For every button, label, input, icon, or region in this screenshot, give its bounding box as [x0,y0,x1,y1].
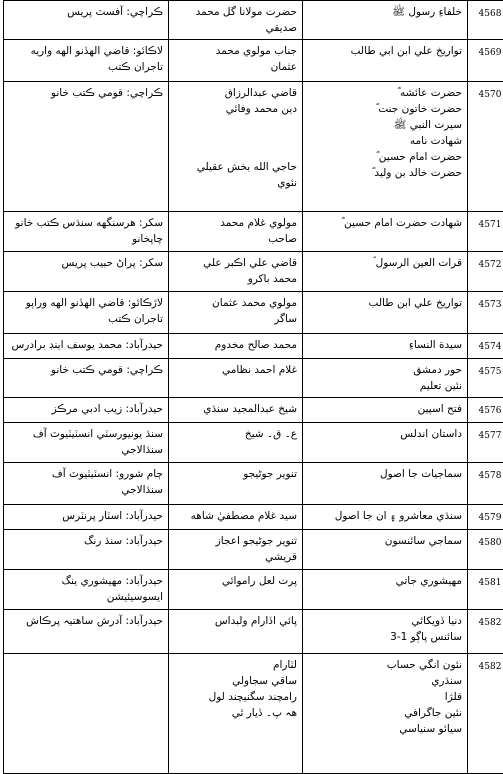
publisher-cell-line: حيدرآباد: مهيشوري ينگ [9,573,163,589]
author-cell-line: غلام احمد نظامي [174,362,297,378]
author-cell-line: محمد باکرو [174,271,297,287]
catalog-row [4,1,503,40]
publisher-cell-line: تاجران ڪتب [9,59,163,75]
author-cell-line: عثمان [174,59,297,75]
title-cell [303,463,468,505]
catalog-rows [4,1,503,774]
title-cell-line: نئين جاگرافي [308,705,462,721]
serial-number-cell: 4571 [468,212,503,252]
title-cell-line: داستان اندلس [308,426,462,442]
catalog-row [4,505,503,530]
title-cell-line: سيدة النساءِ [308,337,462,353]
title-cell-line: حضرت خاتون جنت ؓ [308,101,462,117]
serial-number-cell: 4582 [468,654,503,774]
title-cell-line: سماجيات جا اصول [308,466,462,482]
author-cell [169,212,303,252]
title-cell [303,292,468,334]
title-cell [303,1,468,40]
publisher-cell-line: تاجران ڪتب [9,311,163,327]
catalog-row [4,610,503,654]
publisher-cell-line: ڪراچي: آفسٽ پريس [9,4,163,20]
blank-line [174,145,297,159]
publisher-cell [4,423,169,463]
author-cell-line: ساقي سجاولي [174,673,297,689]
catalog-row [4,463,503,505]
title-cell [303,82,468,212]
title-cell-line: سنڌي معاشرو ۽ ان جا اصول [308,508,462,524]
author-cell-line: قاضي عبدالرزاق [174,85,297,101]
catalog-row [4,423,503,463]
catalog-row [4,292,503,334]
blank-line [174,117,297,131]
author-cell [169,463,303,505]
publisher-cell-line: سنڌالاجي [9,442,163,458]
title-cell-line: تواريخ علي ابن طالب [308,295,462,311]
publisher-cell [4,252,169,292]
serial-number-cell: 4578 [468,463,503,505]
author-cell-line: پرت لعل راموائي [174,573,297,589]
serial-number-cell: 4572 [468,252,503,292]
title-cell [303,505,468,530]
publisher-cell [4,398,169,423]
title-cell [303,212,468,252]
author-cell [169,423,303,463]
serial-number-cell: 4575 [468,359,503,398]
serial-number-cell: 4570 [468,82,503,212]
serial-number-cell: 4580 [468,530,503,570]
author-cell-line: دين محمد وفائي [174,101,297,117]
publisher-cell [4,463,169,505]
publisher-cell-line: ڄام شورو: انسٽيٽيوٽ آف [9,466,163,482]
title-cell-line: خلفاءِ رسول ﷺ [308,4,462,20]
author-cell [169,359,303,398]
author-cell [169,505,303,530]
author-cell-line: ع۔ ق۔ شيخ [174,426,297,442]
serial-number-cell: 4574 [468,334,503,359]
publisher-cell-line: سکر: هرسنگهه سنڌس ڪتب خانو [9,215,163,231]
author-cell-line: حضرت مولانا گل محمد [174,4,297,20]
author-cell [169,1,303,40]
author-cell [169,292,303,334]
title-cell [303,570,468,610]
publisher-cell [4,292,169,334]
author-cell [169,334,303,359]
serial-number-cell: 4573 [468,292,503,334]
title-cell-line: سيائو سنياسي [308,721,462,737]
author-cell-line: صاحب [174,231,297,247]
catalog-row [4,334,503,359]
publisher-cell [4,570,169,610]
author-cell [169,610,303,654]
title-cell [303,398,468,423]
author-cell-line: ساگر [174,311,297,327]
blank-line [174,131,297,145]
title-cell-line: حضرت امام حسين ؓ [308,149,462,165]
serial-number-cell: 4569 [468,40,503,82]
author-cell-line: سيد غلام مصطفيٰ شاهه [174,508,297,524]
publisher-cell [4,1,169,40]
title-cell [303,334,468,359]
title-cell-line: قلژا [308,689,462,705]
publisher-cell [4,610,169,654]
catalog-row [4,570,503,610]
publisher-cell [4,334,169,359]
title-cell-line: فتح اسپين [308,401,462,417]
serial-number-cell: 4581 [468,570,503,610]
publisher-cell [4,40,169,82]
publisher-cell-line: حيدرآباد: محمد يوسف اينڊ برادرس [9,337,163,353]
publisher-cell-line: حيدرآباد: آدرش ساهتيہ پرڪاش [9,613,163,629]
serial-number-cell: 4568 [468,1,503,40]
catalog-row [4,252,503,292]
author-cell-line: حاجي الله بخش عقيلي [174,159,297,175]
publisher-cell-line: ڪراچي: قومي ڪتب خانو [9,85,163,101]
publisher-cell-line: ڪراچي: قومي ڪتب خانو [9,362,163,378]
book-catalog-table [3,0,503,774]
author-cell-line: قريشي [174,549,297,565]
serial-number-cell: 4582 [468,610,503,654]
author-cell-line: جناب مولوي محمد [174,43,297,59]
publisher-cell-line: ايسوسيئيشن [9,589,163,605]
catalog-row [4,82,503,212]
title-cell [303,252,468,292]
title-cell-line: نئون انگي حساب [308,657,462,673]
serial-number-cell: 4576 [468,398,503,423]
serial-number-cell: 4577 [468,423,503,463]
title-cell-line: دنيا ڏويکائي [308,613,462,629]
author-cell [169,252,303,292]
catalog-row [4,530,503,570]
publisher-cell-line: سنڌ يونيورسٽي انسٽيٽيوٽ آف [9,426,163,442]
publisher-cell-line: حيدرآباد: اسٽار پرنٽرس [9,508,163,524]
title-cell-line: حضرت خالد بن وليد ؓ [308,165,462,181]
serial-number-cell: 4579 [468,505,503,530]
author-cell [169,40,303,82]
title-cell-line: شهادت حضرت امام حسين ؓ [308,215,462,231]
title-cell-line: سنڌري [308,673,462,689]
publisher-cell-line: حيدرآباد: زيب ادبي مرڪز [9,401,163,417]
publisher-cell [4,505,169,530]
publisher-cell-line: حيدرآباد: سنڌ رنگ [9,533,163,549]
author-cell-line: تنوير جوڻيجو اعجاز [174,533,297,549]
title-cell [303,530,468,570]
catalog-row [4,212,503,252]
title-cell-line: حور دمشق [308,362,462,378]
publisher-cell [4,82,169,212]
author-cell-line: پائي اڏارام ولبداس [174,613,297,629]
title-cell-line: مهيشوري جاتي [308,573,462,589]
publisher-cell [4,359,169,398]
author-cell-line: شيخ عبدالمجيد سنڌي [174,401,297,417]
title-cell-line: شهادت نامه [308,133,462,149]
author-cell-line: لٽارام [174,657,297,673]
publisher-cell-line: سکر: پراڻ حبيب پريس [9,255,163,271]
author-cell [169,398,303,423]
title-cell-line: سيرت النبي ﷺ [308,117,462,133]
author-cell-line: صديقي [174,20,297,36]
author-cell [169,82,303,212]
author-cell-line: رامچند سگنيچند لول [174,689,297,705]
title-cell-line: سماجي سائنسون [308,533,462,549]
publisher-cell-line: لاڪائو: قاضي الهڏنو الهه واريه [9,43,163,59]
catalog-row [4,359,503,398]
author-cell-line: محمد صالح مخدوم [174,337,297,353]
title-cell-line: قرات العين الرسول ؐ [308,255,462,271]
title-cell-line: سائنس پاڳو 1-3 [308,629,462,645]
title-cell [303,610,468,654]
publisher-cell-line: لاڙڪائو: قاضي الهڏنو الهه وراپو [9,295,163,311]
author-cell-line: مولوي غلام محمد [174,215,297,231]
title-cell-line: تواريخ علي ابن ابي طالب [308,43,462,59]
author-cell-line: قاضي علي اڪبر علي [174,255,297,271]
title-cell [303,40,468,82]
author-cell-line: نئوي [174,175,297,191]
author-cell [169,570,303,610]
author-cell-line: تنوير جوڻيجو [174,466,297,482]
author-cell [169,530,303,570]
publisher-cell [4,530,169,570]
title-cell-line: حضرت عائشه ؓ [308,85,462,101]
title-cell [303,423,468,463]
author-cell-line: هہ پ۔ ڏيار ٿي [174,705,297,721]
author-cell-line: مولوي محمد عثمان [174,295,297,311]
catalog-row [4,40,503,82]
title-cell [303,359,468,398]
publisher-cell-line: سنڌالاجي [9,482,163,498]
publisher-cell-line: چاپخانو [9,231,163,247]
catalog-row [4,398,503,423]
publisher-cell [4,212,169,252]
title-cell-line: نئين تعليم [308,378,462,394]
